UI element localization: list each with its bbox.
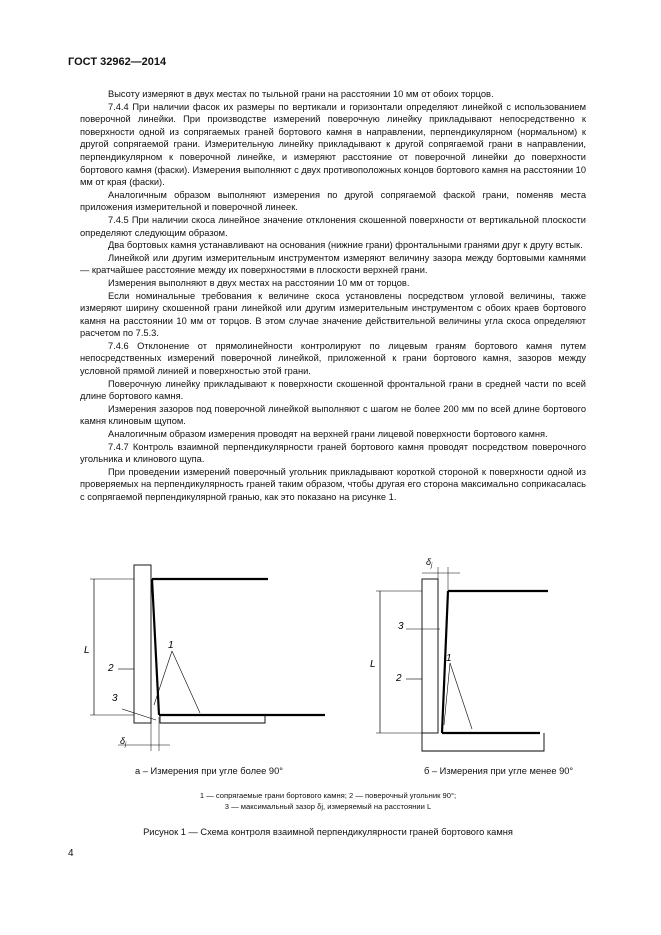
caption-a: а – Измерения при угле более 90°	[135, 766, 283, 776]
label-one-a: 1	[168, 640, 174, 651]
figure-title: Рисунок 1 — Схема контроля взаимной перпендикулярности граней бортового камня	[143, 827, 513, 837]
paragraph: Линейкой или другим измерительным инструментом измеряют величину зазора между бортовыми камнями — кратчайшее расстояние между их поверхностями в плоскости верхней грани.	[80, 252, 586, 276]
paragraph: 7.4.5 При наличии скоса линейное значение отклонения скошенной поверхности от вертикальной плоскости определяют следующим образом.	[80, 214, 586, 238]
paragraph: Если номинальные требования к величине скоса установлены посредством угловой величины, также измеряют ширину скошенной грани линейкой или другим измерительным инструментом с обоих краев бортового камня на расстоянии 10 мм от торцов. В этом случае значение действительной величины угла скоса определяют расчетом по 7.5.3.	[80, 290, 586, 339]
legend-line: 3 — максимальный зазор δj, измеряемый на расстоянии L	[224, 802, 432, 811]
label-length-b: L	[370, 659, 376, 670]
page-number: 4	[68, 848, 74, 859]
label-three-a: 3	[112, 693, 118, 704]
label-delta-a: $\delta_j$	[120, 736, 127, 748]
label-two-b: 2	[396, 673, 402, 684]
label-delta-b: $\delta_j$	[426, 557, 433, 569]
paragraph: Измерения выполняют в двух местах на расстоянии 10 мм от торцов.	[108, 277, 410, 288]
paragraph: 7.4.6 Отклонение от прямолинейности контролируют по лицевым граням бортового камня путем непосредственных измерений поверочной линейкой, приложенной к грани бортового камня, зазоров между условной прямой линией и поверхностью этой грани.	[80, 340, 586, 377]
figure-legend	[68, 790, 588, 812]
caption-b: б – Измерения при угле менее 90°	[424, 766, 574, 776]
label-three-b: 3	[398, 621, 404, 632]
legend-line: 1 — сопрягаемые грани бортового камня; 2 — поверочный угольник 90°;	[199, 791, 457, 800]
figure-diagrams	[60, 555, 600, 760]
label-one-b: 1	[446, 653, 452, 664]
document-header: ГОСТ 32962—2014	[68, 56, 167, 68]
diagram-a	[90, 565, 325, 751]
paragraph: Высоту измеряют в двух местах по тыльной грани на расстоянии 10 мм от обоих торцов.	[108, 89, 494, 99]
paragraph: Два бортовых камня устанавливают на основания (нижние грани) фронтальными гранями друг к другу встык.	[108, 240, 583, 251]
body-text	[80, 88, 586, 504]
paragraph: Аналогичным образом измерения проводят на верхней грани лицевой поверхности бортового камня.	[108, 429, 548, 440]
label-two-a: 2	[108, 663, 114, 674]
paragraph: Аналогичным образом выполняют измерения по другой сопрягаемой фаской грани, поменяв места приложения измерительной и поверочной линеек.	[80, 189, 586, 213]
paragraph: Поверочную линейку прикладывают к поверхности скошенной фронтальной грани в средней части по всей длине бортового камня.	[80, 378, 586, 402]
paragraph: 7.4.4 При наличии фасок их размеры по вертикали и горизонтали определяют линейкой с использованием поверочной линейки. При производстве измерений поверочную линейку прикладывают непосредственно к поверхности одной из сопрягаемых граней бортового камня в направлении, перпендикулярном (нормальном) к другой сопрягаемой грани. Измерительную линейку прикладывают к другой сопрягаемой грани в направлении, перпендикулярном к поверочной линейке, и измеряют расстояние от поверочной линейки до поверхности бортового камня (фаски). Измерения выполняют с двух противоположных концов бортового камня на расстоянии 10 мм от края (фаски).	[80, 101, 586, 188]
paragraph: Измерения зазоров под поверочной линейкой выполняют с шагом не более 200 мм по всей длине бортового камня клиновым щупом.	[80, 403, 586, 427]
diagram-b	[376, 567, 548, 751]
paragraph: 7.4.7 Контроль взаимной перпендикулярности граней бортового камня проводят посредством поверочного угольника и клинового щупа.	[80, 441, 586, 465]
paragraph: При проведении измерений поверочный угольник прикладывают короткой стороной к поверхности одной из проверяемых на перпендикулярность граней таким образом, чтобы другая его сторона максимально соприкасалась с сопрягаемой перпендикулярной гранью, как это показано на рисунке 1.	[80, 466, 586, 502]
label-length-a: L	[84, 645, 90, 656]
